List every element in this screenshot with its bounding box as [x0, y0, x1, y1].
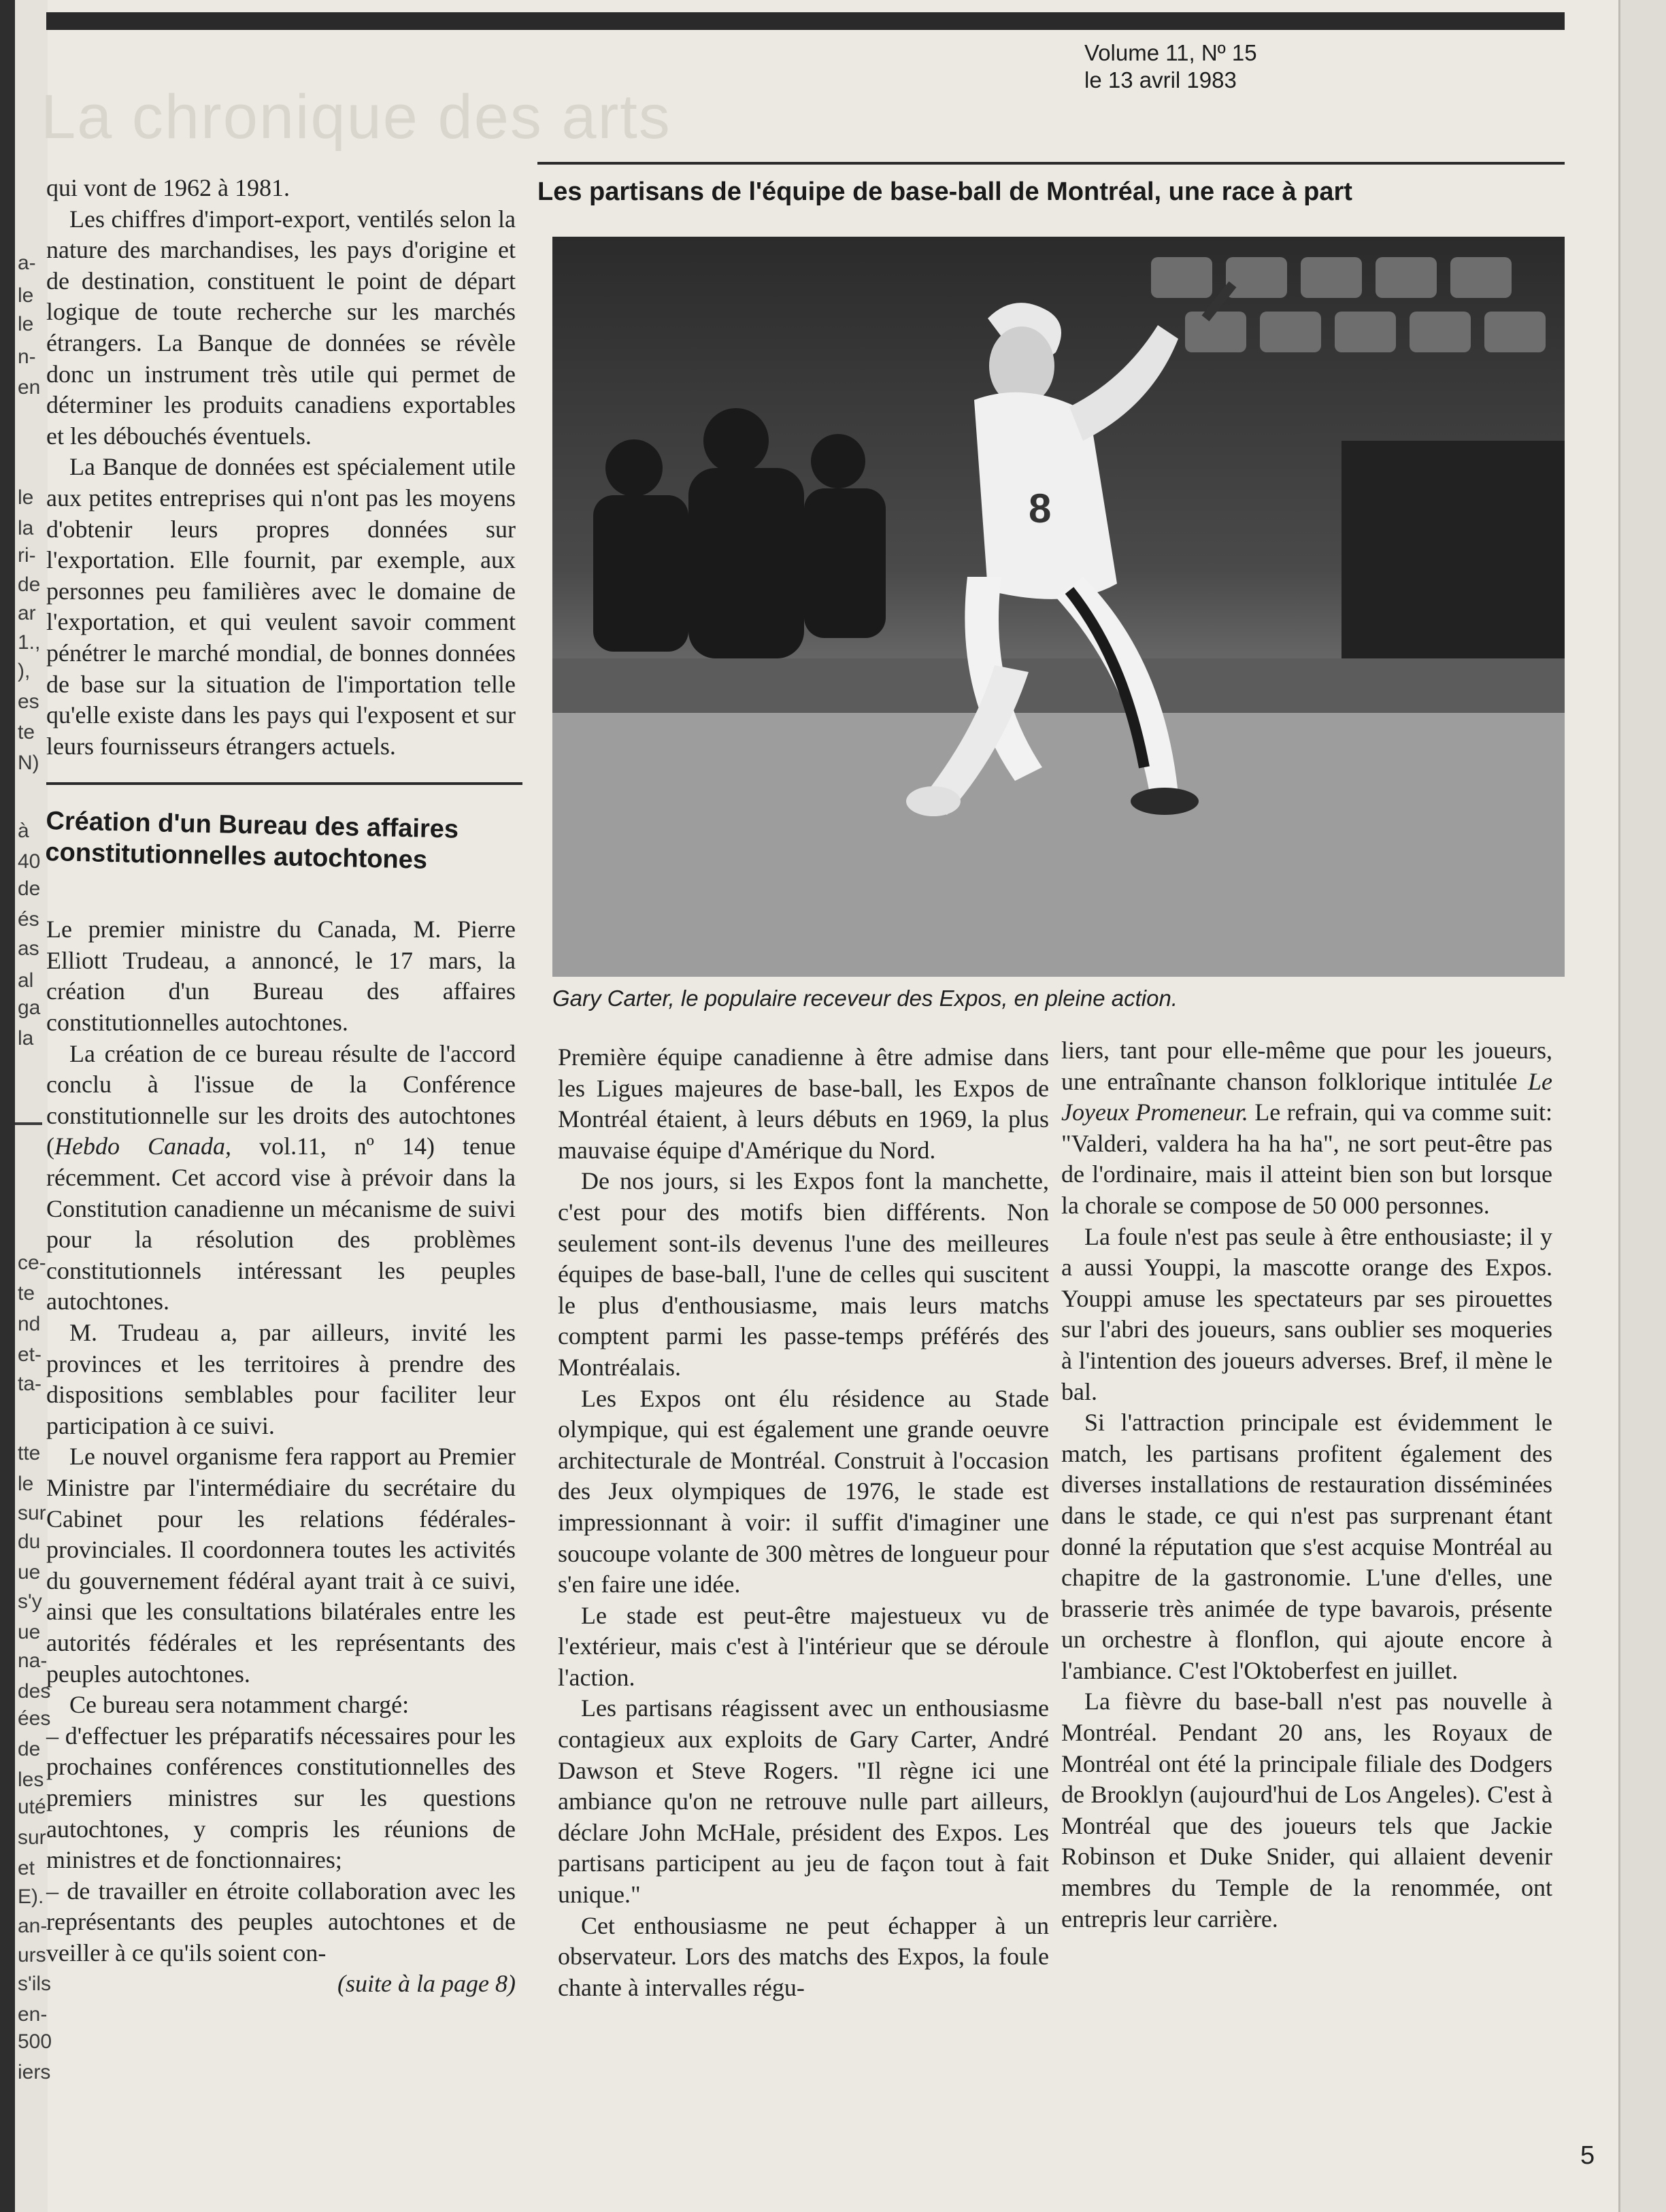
baseball-player-illustration	[552, 237, 1565, 977]
section-rule	[46, 782, 522, 785]
margin-fragment: de	[18, 877, 41, 900]
margin-fragment: ue	[18, 1621, 41, 1643]
paragraph: Les Expos ont élu résidence au Stade olympique, qui est également une grande oeuvre architecturale de Montréal. Construit à l'occasion des Jeux olympiques de 1976, le stade est impressionnant à voir: il suffit d'imaginer une soucoupe volante de 300 mètres de longueur pour s'en faire une idée.	[558, 1384, 1049, 1598]
margin-fragment: ta-	[18, 1373, 42, 1395]
continued-note	[46, 1968, 516, 2000]
margin-fragment: s'y	[18, 1590, 42, 1613]
paragraph: M. Trudeau a, par ailleurs, invité les provinces et les territoires à prendre des dispositions semblables pour faciliter leur participation à ce suivi.	[46, 1319, 516, 1439]
margin-fragment: N)	[18, 752, 39, 774]
margin-fragment: a-	[18, 252, 36, 274]
baseball-photo	[552, 237, 1565, 977]
margin-fragment: te	[18, 1282, 35, 1305]
margin-fragment: E).	[18, 1886, 44, 1908]
article-title: Les partisans de l'équipe de base-ball de Montréal, une race à part	[537, 178, 1352, 206]
margin-fragment: n-	[18, 346, 36, 368]
song-title: Le Joyeux Promeneur.	[1061, 1067, 1552, 1126]
paragraph: La Banque de données est spécialement utile aux petites entreprises qui n'ont pas les moyens d'obtenir leurs propres données sur l'exportation. Elle fournit, par exemple, aux personnes peu familières avec le domaine de l'exportation, et qui veulent savoir comment pénétrer le marché mondial, de bonnes données de base sur la situation de l'importation telle qu'elle existe dans les pays qui l'exposent et sur leurs fournisseurs étrangers actuels.	[46, 453, 516, 760]
spectators	[593, 408, 886, 658]
margin-fragment: en-	[18, 2003, 48, 2026]
margin-fragment: des	[18, 1680, 51, 1703]
paragraph	[46, 1039, 516, 1318]
margin-fragment: les	[18, 1769, 44, 1791]
bleed-through-title: La chronique des arts	[41, 82, 671, 152]
photo-caption: Gary Carter, le populaire receveur des Expos, en pleine action.	[552, 986, 1178, 1011]
middle-column	[558, 1042, 1049, 2003]
field-wall	[552, 658, 1565, 713]
margin-fragment: al	[18, 969, 34, 992]
margin-fragment: ées	[18, 1707, 51, 1730]
issue-date: le 13 avril 1983	[1084, 67, 1237, 93]
field-ground	[552, 713, 1565, 977]
margin-fragment: an-	[18, 1915, 48, 1937]
previous-page-rule	[15, 1122, 42, 1125]
margin-fragment: 40	[18, 850, 41, 873]
paragraph: Première équipe canadienne à être admise dans les Ligues majeures de base-ball, les Expos de Montréal étaient, à leurs débuts en 1969, la plus mauvaise équipe d'Amérique du Nord.	[558, 1043, 1049, 1164]
margin-fragment: et-	[18, 1343, 42, 1366]
text: La création de ce bureau résulte de l'accord conclu à l'issue de la Conférence constitutionnelle sur les droits des autochtones (	[46, 1039, 516, 1160]
text: liers, tant pour elle-même que pour les joueurs, une entraînante chanson folklorique intitulée	[1061, 1037, 1552, 1095]
margin-fragment: nd	[18, 1313, 41, 1335]
jersey-number: 8	[1029, 486, 1052, 531]
paragraph: Les partisans réagissent avec un enthousiasme contagieux aux exploits de Gary Carter, André Dawson et Steve Rogers. "Il règne ici une ambiance qu'on ne retrouve nulle part ailleurs, déclare John McHale, président des Expos. Les partisans participent au jeu de façon tout à fait unique."	[558, 1694, 1049, 1909]
paragraph	[1061, 1035, 1552, 1222]
margin-fragment: iers	[18, 2061, 51, 2083]
left-column	[46, 173, 516, 2000]
margin-fragment: 500	[18, 2030, 52, 2053]
margin-fragment: sur	[18, 1502, 46, 1524]
margin-fragment: le	[18, 486, 34, 509]
continued-text: (suite à la page 8)	[337, 1970, 516, 1998]
paragraph: Cet enthousiasme ne peut échapper à un observateur. Lors des matchs des Expos, la foule chante à intervalles régu-	[558, 1911, 1049, 2001]
issue-volume: Volume 11, Nº 15	[1084, 40, 1257, 65]
list-item: – de travailler en étroite collaboration avec les représentants des peuples autochtones et de veiller à ce qu'ils soient con-	[46, 1877, 516, 1966]
paragraph: Le stade est peut-être majestueux vu de l'extérieur, mais c'est à l'intérieur que se déroule l'action.	[558, 1601, 1049, 1691]
margin-fragment: à	[18, 820, 29, 842]
page-number: 5	[1580, 2141, 1595, 2170]
paragraph: Le nouvel organisme fera rapport au Premier Ministre par l'intermédiaire du secrétaire du Cabinet pour les relations fédérales-provinciales. Il coordonnera toutes les activités du gouvernement fédéral ayant trait à ce suivi, ainsi que les consultations bilatérales entre les autorités fédérales et les représentants des peuples autochtones.	[46, 1443, 516, 1688]
next-page-edge	[1618, 0, 1666, 2212]
margin-fragment: urs	[18, 1944, 46, 1966]
margin-fragment: le	[18, 1473, 34, 1495]
margin-fragment: uté	[18, 1796, 46, 1818]
margin-fragment: et	[18, 1857, 35, 1879]
margin-fragment: es	[18, 690, 39, 713]
margin-fragment: tte	[18, 1442, 41, 1464]
margin-fragment: le	[18, 284, 34, 307]
margin-fragment: as	[18, 937, 39, 960]
paragraph: De nos jours, si les Expos font la manchette, c'est pour des motifs bien différents. Non seulement sont-ils devenus l'une des meilleures équipes de base-ball, l'une de celles qui suscitent le plus d'enthousiasme, mais leurs matchs comptent parmi les passe-temps préférés des Montréalais.	[558, 1167, 1049, 1381]
right-column	[1061, 1035, 1552, 1934]
paragraph: qui vont de 1962 à 1981.	[46, 174, 290, 201]
list-item: – d'effectuer les préparatifs nécessaires pour les prochaines conférences constitutionnelles des premiers ministres sur les questions autochtones, y compris les réunions de ministres et de fonctionnaires;	[46, 1722, 516, 1874]
text: Le refrain, qui va comme suit: "Valderi, valdera ha ha ha", ne sort peut-être pas de l'ordinaire, mais il atteint bien son but lorsque la chorale se compose de 50 000 personnes.	[1061, 1099, 1552, 1219]
paragraph: Le premier ministre du Canada, M. Pierre Elliott Trudeau, a annoncé, le 17 mars, la création d'un Bureau des affaires constitutionnelles autochtones.	[46, 916, 516, 1037]
margin-fragment: ),	[18, 660, 31, 682]
margin-fragment: sur	[18, 1826, 46, 1849]
margin-fragment: na-	[18, 1649, 48, 1672]
paragraph: La foule n'est pas seule à être enthousiaste; il y a aussi Youppi, la mascotte orange des Expos. Youppi amuse les spectateurs par ses pirouettes sur l'abri des joueurs, sans oublier ses moqueries à l'intention des joueurs adverses. Bref, il mène le bal.	[1061, 1222, 1552, 1405]
margin-fragment: la	[18, 517, 34, 539]
paragraph: La fièvre du base-ball n'est pas nouvelle à Montréal. Pendant 20 ans, les Royaux de Montréal ont été la principale filiale des Dodgers de Brooklyn (aujourd'hui de Los Angeles). C'est à Montréal que des joueurs tels que Jackie Robinson et Duke Snider, qui allaient devenir membres du Temple de la renommée, ont entrepris leur carrière.	[1061, 1688, 1552, 1932]
section-heading: Création d'un Bureau des affaires constitutionnelles autochtones	[45, 807, 459, 875]
margin-fragment: ri-	[18, 544, 36, 567]
paragraph: Si l'attraction principale est évidemment le match, les partisans profitent également des diverses installations de restauration disséminées dans le stade, ce qui n'est pas surprenant étant donné la réputation que s'est acquise Montréal au chapitre de la gastronomie. L'une d'elles, une brasserie très animée de type bavarois, présente un orchestre à flonflon, qui ajoute encore à l'ambiance. C'est l'Oktoberfest en juillet.	[1061, 1409, 1552, 1684]
margin-fragment: de	[18, 573, 41, 596]
header-rule	[46, 12, 1565, 30]
paragraph: Les chiffres d'import-export, ventilés selon la nature des marchandises, les pays d'origine et de destination, constituent le point de départ logique de toute recherche sur les marchés étrangers. La Banque de données se révèle donc un instrument très utile qui permet de déterminer les produits canadiens exportables et les débouchés éventuels.	[46, 205, 516, 450]
margin-fragment: en	[18, 376, 41, 399]
margin-fragment: te	[18, 721, 35, 743]
margin-fragment: ar	[18, 602, 36, 624]
margin-fragment: 1.,	[18, 631, 41, 654]
margin-fragment: és	[18, 908, 39, 931]
issue-info	[1084, 39, 1257, 94]
margin-fragment: ga	[18, 996, 41, 1019]
page-edge-line	[1618, 0, 1620, 2212]
article-rule	[537, 162, 1565, 165]
margin-fragment: la	[18, 1027, 34, 1050]
margin-fragment: du	[18, 1530, 41, 1553]
paragraph: Ce bureau sera notamment chargé:	[69, 1691, 410, 1719]
text: vol.11, nº 14) tenue récemment. Cet accord vise à prévoir dans la Constitution canadienne un mécanisme de suivi pour la résolution des problèmes constitutionnels intéressant les peuples autochtones.	[46, 1133, 516, 1316]
margin-fragment: ce-	[18, 1252, 46, 1274]
page-binding	[0, 0, 15, 2212]
previous-page-edge	[15, 0, 52, 2212]
margin-fragment: de	[18, 1738, 41, 1760]
margin-fragment: le	[18, 313, 34, 335]
margin-fragment: ue	[18, 1561, 41, 1583]
publication-ref: Hebdo Canada,	[54, 1133, 232, 1160]
margin-fragment: s'ils	[18, 1973, 52, 1995]
